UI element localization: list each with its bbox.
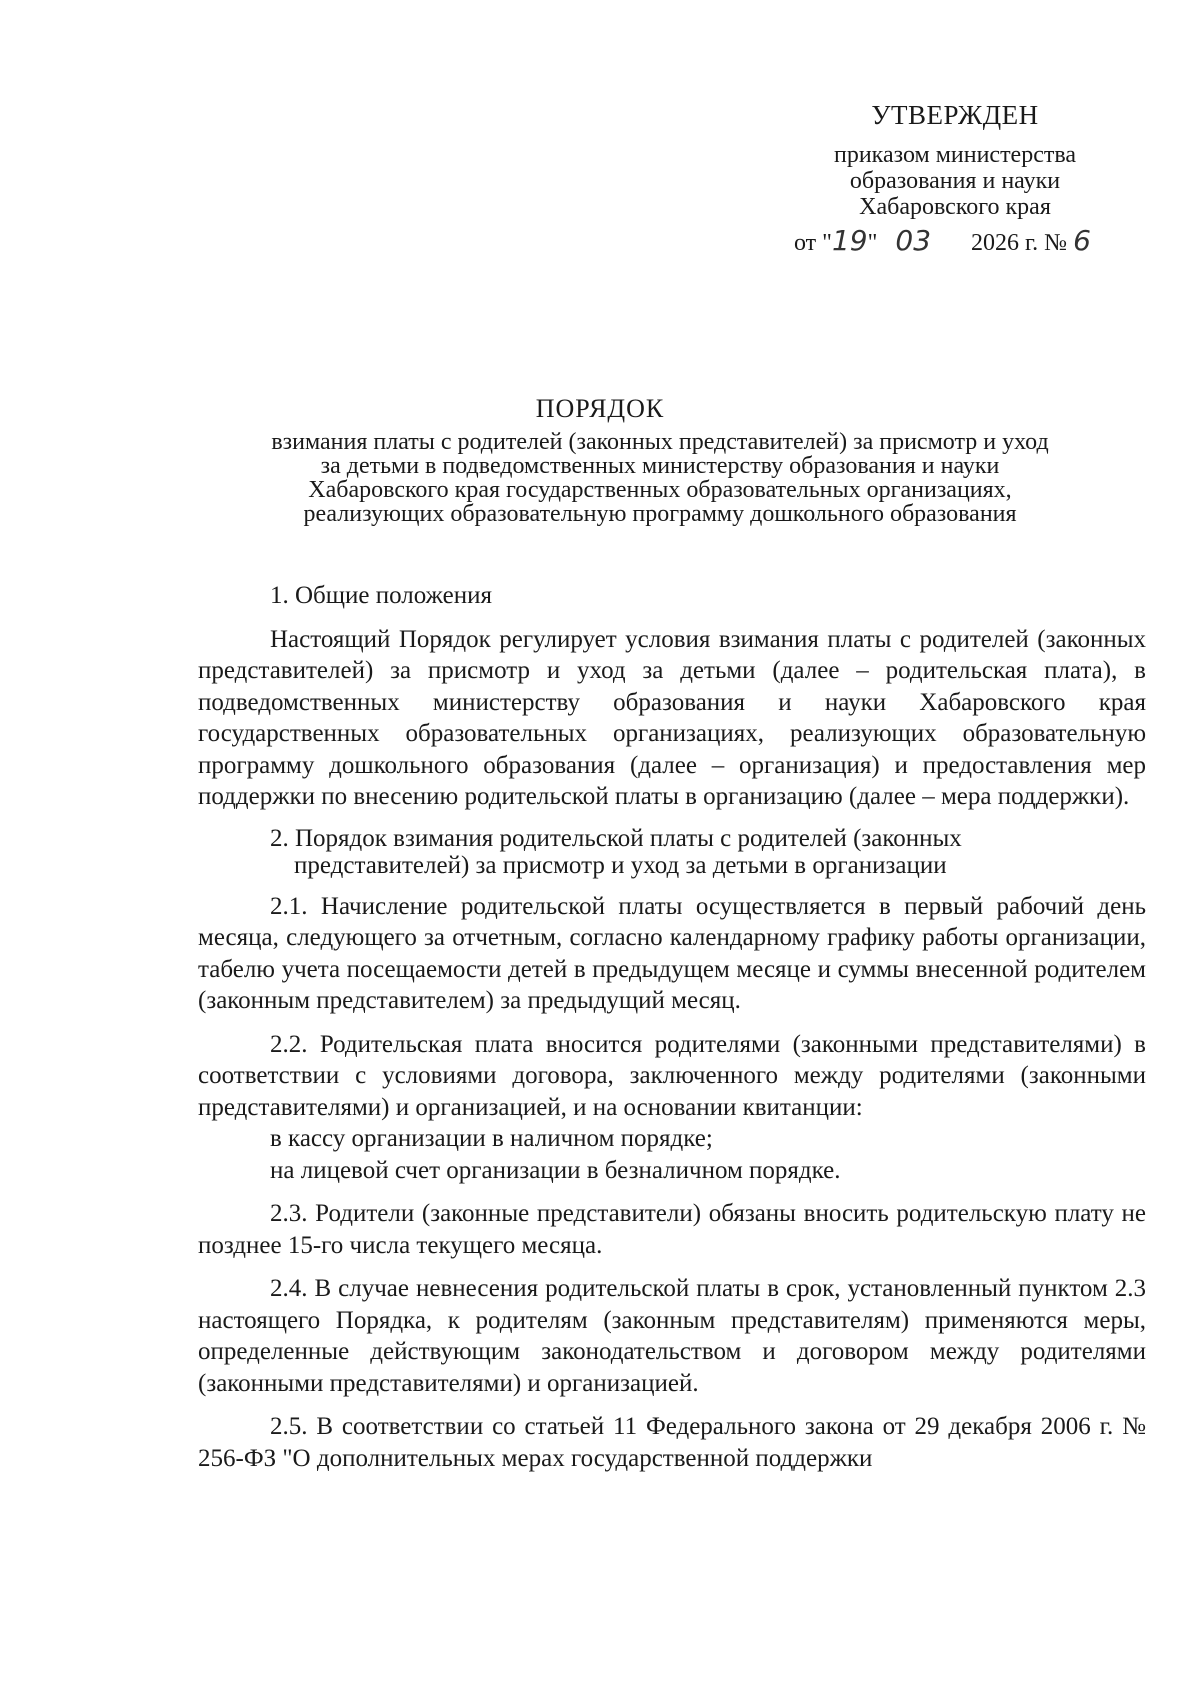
subtitle-line: реализующих образовательную программу дошкольного образования <box>303 501 1017 527</box>
approval-date-line <box>794 224 1120 257</box>
document-title: ПОРЯДОК <box>535 394 665 423</box>
clause-2-2: 2.2. Родительская плата вносится родителями (законными представителями) в соответствии с условиями договора, заключенного между родителями (законными представителями) и организацией, и на основании квитанции: <box>198 1030 1146 1121</box>
section-1-heading: 1. Общие положения <box>270 582 492 609</box>
clause-2-4: 2.4. В случае невнесения родительской платы в срок, установленный пунктом 2.3 настоящего Порядка, к родителям (законным представителям) применяются меры, определенные действующим законодательством и договором между родителями (законными представителями) и организацией. <box>198 1275 1146 1397</box>
section-2-heading <box>198 825 1146 879</box>
subtitle-line: взимания платы с родителей (законных представителей) за присмотр и уход <box>271 429 1049 455</box>
approval-title: УТВЕРЖДЕН <box>871 100 1039 130</box>
approval-line-region: Хабаровского края <box>859 194 1051 220</box>
section-2-heading-line-2: представителей) за присмотр и уход за детьми в организации <box>294 851 947 879</box>
approval-line-order: приказом министерства <box>833 142 1077 168</box>
clause-2-1: 2.1. Начисление родительской платы осуществляется в первый рабочий день месяца, следующего за отчетным, согласно календарному графику работы организации, табелю учета посещаемости детей в предыдущем месяце и суммы внесенной родителем (законным представителем) за предыдущий месяц. <box>198 892 1146 1014</box>
approval-block <box>790 102 1120 256</box>
clause-2-3: 2.3. Родители (законные представители) обязаны вносить родительскую плату не позднее 15-го числа текущего месяца. <box>198 1200 1146 1259</box>
handwritten-month: 03 <box>895 224 932 257</box>
handwritten-order-number: 6 <box>1073 224 1091 257</box>
approval-line-ministry: образования и науки <box>849 168 1061 194</box>
payment-option-cash: в кассу организации в наличном порядке; <box>270 1125 713 1152</box>
subtitle-line: Хабаровского края государственных образовательных организациях, <box>308 477 1012 503</box>
section-2-heading-line-1: 2. Порядок взимания родительской платы с родителей (законных <box>270 824 962 852</box>
date-quote: " <box>867 230 878 256</box>
subtitle-line: за детьми в подведомственных министерству образования и науки <box>320 453 1000 479</box>
section-1-paragraph: Настоящий Порядок регулирует условия взимания платы с родителей (законных представителей) за присмотр и уход за детьми (далее – родительская плата), в подведомственных министерству образования и науки Хабаровского края государственных образовательных организациях, реализующих образовательную программу дошкольного образования (далее – организация) и предоставления мер поддержки по внесению родительской платы в организацию (далее – мера поддержки). <box>198 625 1146 810</box>
date-year: 2026 г. № <box>971 230 1068 256</box>
date-prefix: от " <box>794 230 832 256</box>
document-body <box>198 580 1146 1474</box>
document-subtitle <box>180 430 1140 526</box>
handwritten-day: 19 <box>831 224 868 257</box>
payment-option-account: на лицевой счет организации в безналичном порядке. <box>270 1156 841 1184</box>
clause-2-5: 2.5. В соответствии со статьей 11 Федерального закона от 29 декабря 2006 г. № 256-ФЗ "О дополнительных мерах государственной поддержки <box>198 1413 1146 1472</box>
